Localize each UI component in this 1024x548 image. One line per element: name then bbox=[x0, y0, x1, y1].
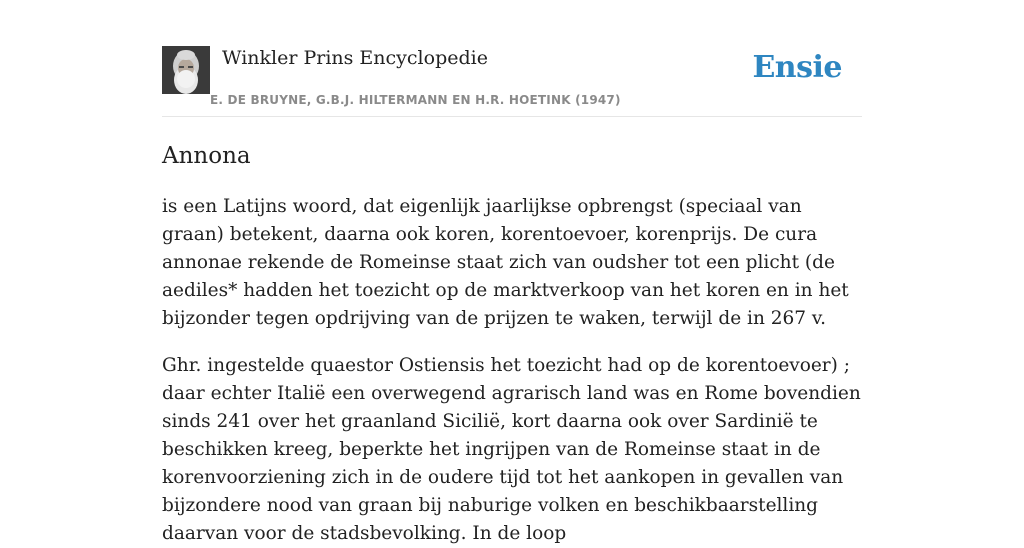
book-title[interactable]: Winkler Prins Encyclopedie bbox=[222, 47, 488, 69]
author-portrait-icon[interactable] bbox=[162, 46, 210, 94]
article-title: Annona bbox=[162, 143, 251, 169]
content-container bbox=[162, 46, 862, 548]
authors-line: E. DE BRUYNE, G.B.J. HILTERMANN EN H.R. HOETINK (1947) bbox=[210, 93, 621, 107]
header bbox=[162, 46, 862, 117]
ensie-logo-link[interactable]: Ensie bbox=[752, 50, 842, 85]
article-paragraph: Ghr. ingestelde quaestor Ostiensis het toezicht had op de korentoevoer) ; daar echter Italië een overwegend agrarisch land was en Rome bovendien sinds 241 over het graanland Sicilië, kort daarna ook over Sardinië te beschikken kreeg, beperkte het ingrijpen van de Romeinse staat in de korenvoorziening zich in de oudere tijd tot het aankopen in gevallen van bijzondere nood van graan bij naburige volken en beschikbaarstelling daarvan voor de stadsbevolking. In de loop bbox=[162, 355, 861, 544]
article-paragraph: is een Latijns woord, dat eigenlijk jaarlijkse opbrengst (speciaal van graan) betekent, daarna ook koren, korentoevoer, korenprijs. De cura annonae rekende de Romeinse staat zich van oudsher tot een plicht (de aediles* hadden het toezicht op de marktverkoop van het koren en in het bijzonder tegen opdrijving van de prijzen te waken, terwijl de in 267 v. bbox=[162, 196, 849, 329]
